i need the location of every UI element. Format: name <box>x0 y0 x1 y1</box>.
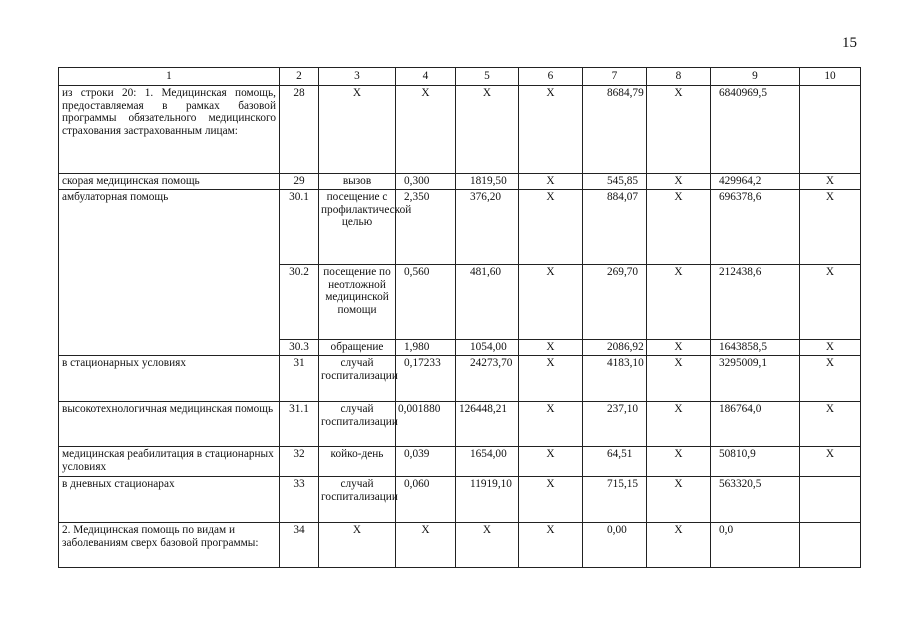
table-cell: Х <box>519 447 583 477</box>
table-cell <box>800 86 861 174</box>
table-cell: 376,20 <box>456 190 519 265</box>
table-cell: 6840969,5 <box>711 86 800 174</box>
row-description <box>59 265 280 340</box>
header-cell: 1 <box>59 68 280 86</box>
table-cell <box>800 477 861 523</box>
unit-cell: случай госпитализации <box>319 402 396 447</box>
header-cell: 2 <box>280 68 319 86</box>
row-description: амбулаторная помощь <box>59 190 280 265</box>
row-description: в дневных стационарах <box>59 477 280 523</box>
row-number: 32 <box>280 447 319 477</box>
table-cell: 481,60 <box>456 265 519 340</box>
table-row <box>59 190 861 265</box>
header-cell: 6 <box>519 68 583 86</box>
table-cell: 1643858,5 <box>711 340 800 356</box>
table-cell: Х <box>396 86 456 174</box>
table-cell: 24273,70 <box>456 356 519 402</box>
row-description: в стационарных условиях <box>59 356 280 402</box>
table-cell: Х <box>519 477 583 523</box>
row-description <box>59 340 280 356</box>
unit-cell: вызов <box>319 174 396 190</box>
table-cell: Х <box>800 340 861 356</box>
table-cell: 4183,10 <box>583 356 647 402</box>
row-description: 2. Медицинская помощь по видам и заболеваниям сверх базовой программы: <box>59 523 280 568</box>
table-cell: 237,10 <box>583 402 647 447</box>
table-cell: Х <box>519 340 583 356</box>
table-cell: 0,001880 <box>396 402 456 447</box>
table-cell: Х <box>647 340 711 356</box>
table-cell: 0,300 <box>396 174 456 190</box>
header-cell: 10 <box>800 68 861 86</box>
page-number: 15 <box>842 35 857 51</box>
table-cell: Х <box>647 190 711 265</box>
table-row <box>59 356 861 402</box>
header-cell: 5 <box>456 68 519 86</box>
table-cell: Х <box>519 402 583 447</box>
row-description: из строки 20: 1. Медицинская помощь, предоставляемая в рамках базовой программы обязательного медицинского страхования застрахованным лицам: <box>59 86 280 174</box>
table-cell: Х <box>519 190 583 265</box>
table-cell: 545,85 <box>583 174 647 190</box>
unit-cell: Х <box>319 523 396 568</box>
table-cell: Х <box>800 265 861 340</box>
header-cell: 4 <box>396 68 456 86</box>
table-cell: Х <box>647 86 711 174</box>
table-cell: Х <box>800 174 861 190</box>
header-cell: 9 <box>711 68 800 86</box>
header-cell: 8 <box>647 68 711 86</box>
table-cell: 212438,6 <box>711 265 800 340</box>
table-cell: 0,560 <box>396 265 456 340</box>
table-cell: 1054,00 <box>456 340 519 356</box>
table-cell: Х <box>800 447 861 477</box>
table-row <box>59 523 861 568</box>
row-number: 30.3 <box>280 340 319 356</box>
table-row <box>59 86 861 174</box>
header-cell: 3 <box>319 68 396 86</box>
row-number: 31 <box>280 356 319 402</box>
table-cell: Х <box>396 523 456 568</box>
table-cell: 696378,6 <box>711 190 800 265</box>
table-cell: 0,039 <box>396 447 456 477</box>
header-cell: 7 <box>583 68 647 86</box>
table-cell: 8684,79 <box>583 86 647 174</box>
row-number: 30.2 <box>280 265 319 340</box>
table-row <box>59 447 861 477</box>
table-cell: 429964,2 <box>711 174 800 190</box>
row-number: 29 <box>280 174 319 190</box>
data-table <box>58 67 861 568</box>
row-number: 34 <box>280 523 319 568</box>
unit-cell: посещение по неотложной медицинской помощи <box>319 265 396 340</box>
table-row <box>59 174 861 190</box>
table-cell: Х <box>519 86 583 174</box>
table-cell: 0,060 <box>396 477 456 523</box>
table-cell: 2086,92 <box>583 340 647 356</box>
row-number: 30.1 <box>280 190 319 265</box>
row-number: 31.1 <box>280 402 319 447</box>
table-row <box>59 402 861 447</box>
table-cell: 2,350 <box>396 190 456 265</box>
table-cell: Х <box>800 190 861 265</box>
table-cell: Х <box>519 174 583 190</box>
table-cell <box>800 523 861 568</box>
header-row <box>59 68 861 86</box>
table-cell: Х <box>647 477 711 523</box>
table-row <box>59 265 861 340</box>
unit-cell: Х <box>319 86 396 174</box>
table-cell: Х <box>800 356 861 402</box>
table-cell: 1,980 <box>396 340 456 356</box>
row-description: медицинская реабилитация в стационарных условиях <box>59 447 280 477</box>
table-cell: Х <box>456 523 519 568</box>
table-cell: 1819,50 <box>456 174 519 190</box>
table-cell: 563320,5 <box>711 477 800 523</box>
table-cell: 715,15 <box>583 477 647 523</box>
row-number: 33 <box>280 477 319 523</box>
table-cell: 1654,00 <box>456 447 519 477</box>
table-cell: Х <box>800 402 861 447</box>
unit-cell: обращение <box>319 340 396 356</box>
table-cell: 884,07 <box>583 190 647 265</box>
table-cell: Х <box>647 174 711 190</box>
table-cell: 64,51 <box>583 447 647 477</box>
table-cell: 126448,21 <box>456 402 519 447</box>
table-cell: Х <box>519 356 583 402</box>
table-cell: Х <box>647 265 711 340</box>
table-cell: Х <box>647 356 711 402</box>
unit-cell: койко-день <box>319 447 396 477</box>
table-cell: 0,00 <box>583 523 647 568</box>
row-description: скорая медицинская помощь <box>59 174 280 190</box>
unit-cell: случай госпитализации <box>319 356 396 402</box>
table-cell: 50810,9 <box>711 447 800 477</box>
table-cell: Х <box>647 402 711 447</box>
table-cell: 3295009,1 <box>711 356 800 402</box>
table-cell: Х <box>456 86 519 174</box>
table-cell: 11919,10 <box>456 477 519 523</box>
unit-cell: посещение с профилактической целью <box>319 190 396 265</box>
table-cell: 0,17233 <box>396 356 456 402</box>
table-row <box>59 477 861 523</box>
table-cell: Х <box>519 523 583 568</box>
table-cell: Х <box>647 447 711 477</box>
table-cell: 269,70 <box>583 265 647 340</box>
table-cell: Х <box>519 265 583 340</box>
unit-cell: случай госпитализации <box>319 477 396 523</box>
row-number: 28 <box>280 86 319 174</box>
row-description: высокотехнологичная медицинская помощь <box>59 402 280 447</box>
table-cell: 0,0 <box>711 523 800 568</box>
table-row <box>59 340 861 356</box>
table-cell: Х <box>647 523 711 568</box>
table-cell: 186764,0 <box>711 402 800 447</box>
